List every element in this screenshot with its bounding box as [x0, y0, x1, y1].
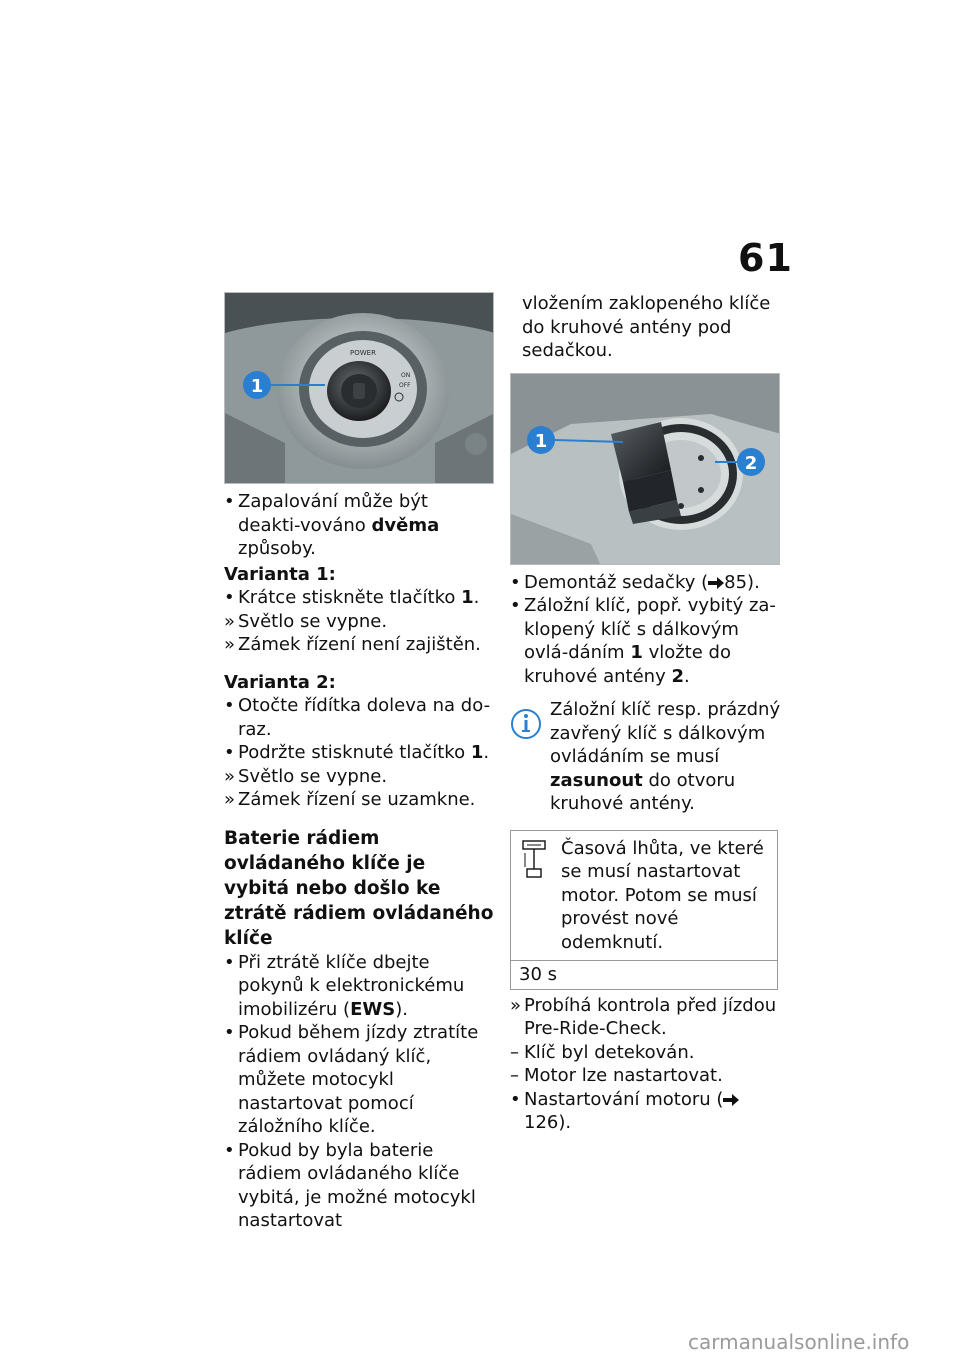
time-limit-value: 30 s [511, 960, 777, 989]
page-reference-arrow-icon [723, 1094, 739, 1106]
watermark: carmanualsonline.info [688, 1330, 910, 1354]
on-label: ON [401, 372, 411, 379]
bullet-remove-seat: • Demontáž sedačky ( 85). [510, 571, 760, 593]
timer-icon [521, 839, 547, 879]
time-limit-text: Časová lhůta, ve které se musí nastartovat motor. Potom se musí provést nové odemknutí. [561, 837, 764, 953]
variant-2-heading: Varianta 2: [224, 671, 336, 693]
bullet-lost-key: • Pokud během jízdy ztratíte rádiem ovládaný klíč, můžete motocykl nastartovat pomocí záložního klíče. [224, 1022, 479, 1137]
bullet-battery-empty: • Pokud by byla baterie rádiem ovládaného klíče vybitá, je možné motocykl nastartovat [224, 1139, 476, 1231]
bullet-turn-handlebar: • Otočte řídítka doleva na do-raz. [224, 695, 491, 740]
bullet-start-engine: • Nastartování motoru (126). [510, 1088, 782, 1135]
right-column [510, 292, 782, 1135]
bullet-insert-key: • Záložní klíč, popř. vybitý za-klopený klíč s dálkovým ovlá-dáním 1 vložte do kruhové antény 2. [510, 595, 776, 687]
power-label: POWER [350, 349, 376, 357]
result-lock-engaged: » Zámek řízení se uzamkne. [224, 789, 476, 810]
bullet-ignition: • Zapalování může být deakti-vováno dvěma způsoby. [224, 491, 440, 559]
result-light-off-2: » Světlo se vypne. [224, 765, 388, 787]
result-light-off: » Světlo se vypne. [224, 610, 388, 632]
bullet-hold-button: • Podržte stisknuté tlačítko 1. [224, 742, 490, 763]
time-limit-box [510, 830, 778, 990]
dash-key-detected: – Klíč byl detekován. [510, 1041, 695, 1063]
ring-antenna-photo [510, 373, 780, 565]
callout-1: 1 [250, 376, 264, 397]
dash-engine-start: – Motor lze nastartovat. [510, 1065, 723, 1086]
section-title: Baterie rádiem ovládaného klíče je vybitá nebo došlo ke ztrátě rádiem ovládaného klíče [224, 827, 494, 949]
left-column [224, 292, 494, 1233]
off-label: OFF [399, 382, 411, 389]
result-pre-ride-check: » Probíhá kontrola před jízdou Pre-Ride-Check. [510, 994, 777, 1039]
info-icon [510, 702, 542, 742]
result-lock-not-engaged: » Zámek řízení není zajištěn. [224, 634, 481, 655]
callout-1: 1 [534, 430, 548, 452]
variant-1-heading: Varianta 1: [224, 563, 336, 585]
callout-2: 2 [744, 452, 758, 474]
page-number: 61 [738, 236, 793, 280]
page-reference-arrow-icon [708, 577, 724, 589]
bullet-press-button: • Krátce stiskněte tlačítko 1. [224, 587, 480, 608]
ignition-switch-photo [224, 292, 494, 484]
bullet-ews: • Při ztrátě klíče dbejte pokynů k elektronickému imobilizéru (EWS). [224, 951, 465, 1020]
continuation-text: vložením zaklopeného klíče do kruhové antény pod sedačkou. [522, 293, 771, 361]
info-note: Záložní klíč resp. prázdný zavřený klíč s dálkovým ovládáním se musí zasunout do otvoru kruhové antény. [510, 698, 782, 816]
